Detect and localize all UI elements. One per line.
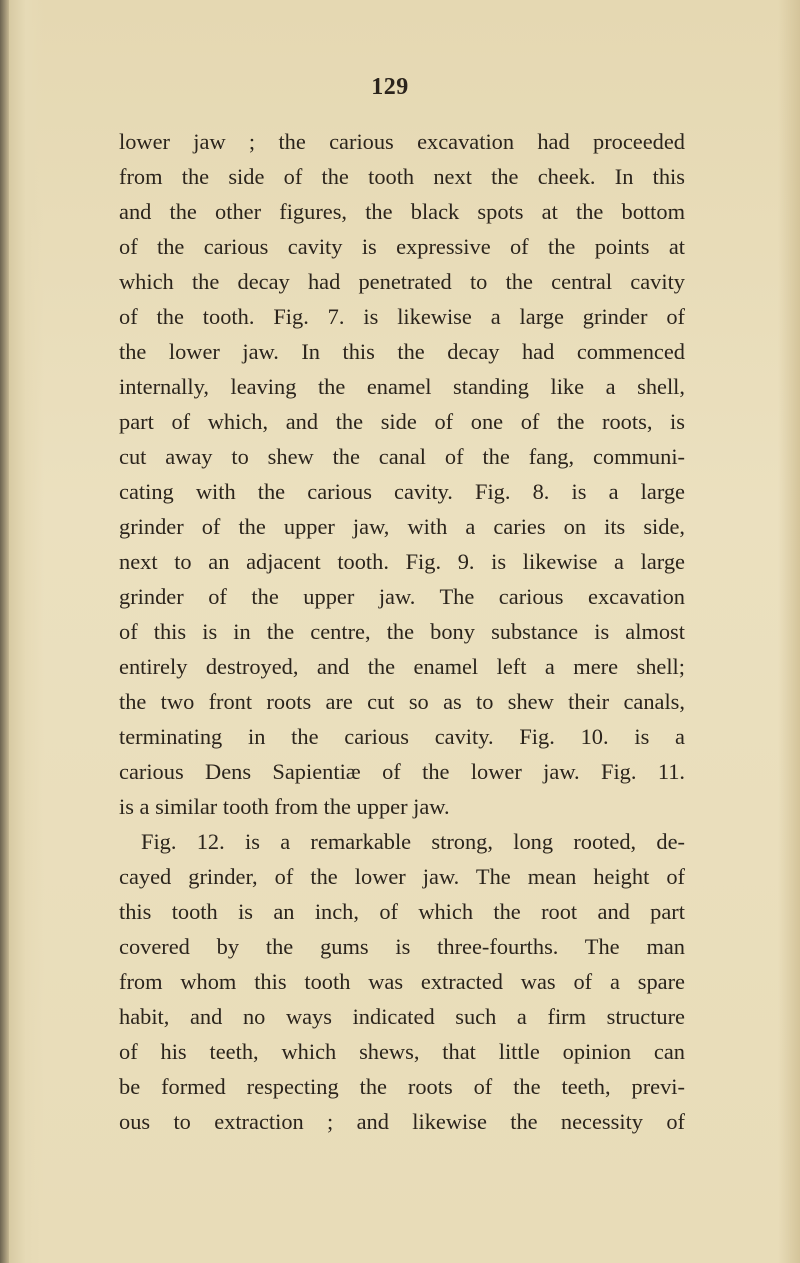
text-line: the two front roots are cut so as to shew their canals, <box>119 689 685 714</box>
text-line: carious Dens Sapientiæ of the lower jaw. Fig. 11. <box>119 759 685 784</box>
text-line: next to an adjacent tooth. Fig. 9. is likewise a large <box>119 549 685 574</box>
page-gutter-shadow <box>0 0 9 1263</box>
text-line: and the other figures, the black spots at the bottom <box>119 199 685 224</box>
text-line: the lower jaw. In this the decay had commenced <box>119 339 685 364</box>
text-line: of his teeth, which shews, that little opinion can <box>119 1039 685 1064</box>
text-line: grinder of the upper jaw. The carious excavation <box>119 584 685 609</box>
text-line: habit, and no ways indicated such a firm structure <box>119 1004 685 1029</box>
text-line: internally, leaving the enamel standing like a shell, <box>119 374 685 399</box>
body-text <box>119 124 685 1139</box>
text-line: part of which, and the side of one of the roots, is <box>119 409 685 434</box>
text-line: of the carious cavity is expressive of the points at <box>119 234 685 259</box>
text-line: covered by the gums is three-fourths. The man <box>119 934 685 959</box>
text-line: be formed respecting the roots of the teeth, previ- <box>119 1074 685 1099</box>
text-line: entirely destroyed, and the enamel left a mere shell; <box>119 654 685 679</box>
page-number: 129 <box>371 74 409 100</box>
text-line: cayed grinder, of the lower jaw. The mean height of <box>119 864 685 889</box>
text-line: cut away to shew the canal of the fang, communi- <box>119 444 685 469</box>
text-line: this tooth is an inch, of which the root and part <box>119 899 685 924</box>
text-line: from whom this tooth was extracted was of a spare <box>119 969 685 994</box>
text-line: is a similar tooth from the upper jaw. <box>119 794 450 819</box>
text-line: which the decay had penetrated to the central cavity <box>119 269 685 294</box>
text-line: ous to extraction ; and likewise the necessity of <box>119 1109 685 1134</box>
text-line: of this is in the centre, the bony substance is almost <box>119 619 685 644</box>
text-line: of the tooth. Fig. 7. is likewise a large grinder of <box>119 304 685 329</box>
text-line: terminating in the carious cavity. Fig. 10. is a <box>119 724 685 749</box>
text-line: lower jaw ; the carious excavation had proceeded <box>119 129 685 154</box>
text-line: grinder of the upper jaw, with a caries on its side, <box>119 514 685 539</box>
text-line: Fig. 12. is a remarkable strong, long rooted, de- <box>141 829 685 854</box>
text-line: cating with the carious cavity. Fig. 8. is a large <box>119 479 685 504</box>
text-line: from the side of the tooth next the cheek. In this <box>119 164 685 189</box>
